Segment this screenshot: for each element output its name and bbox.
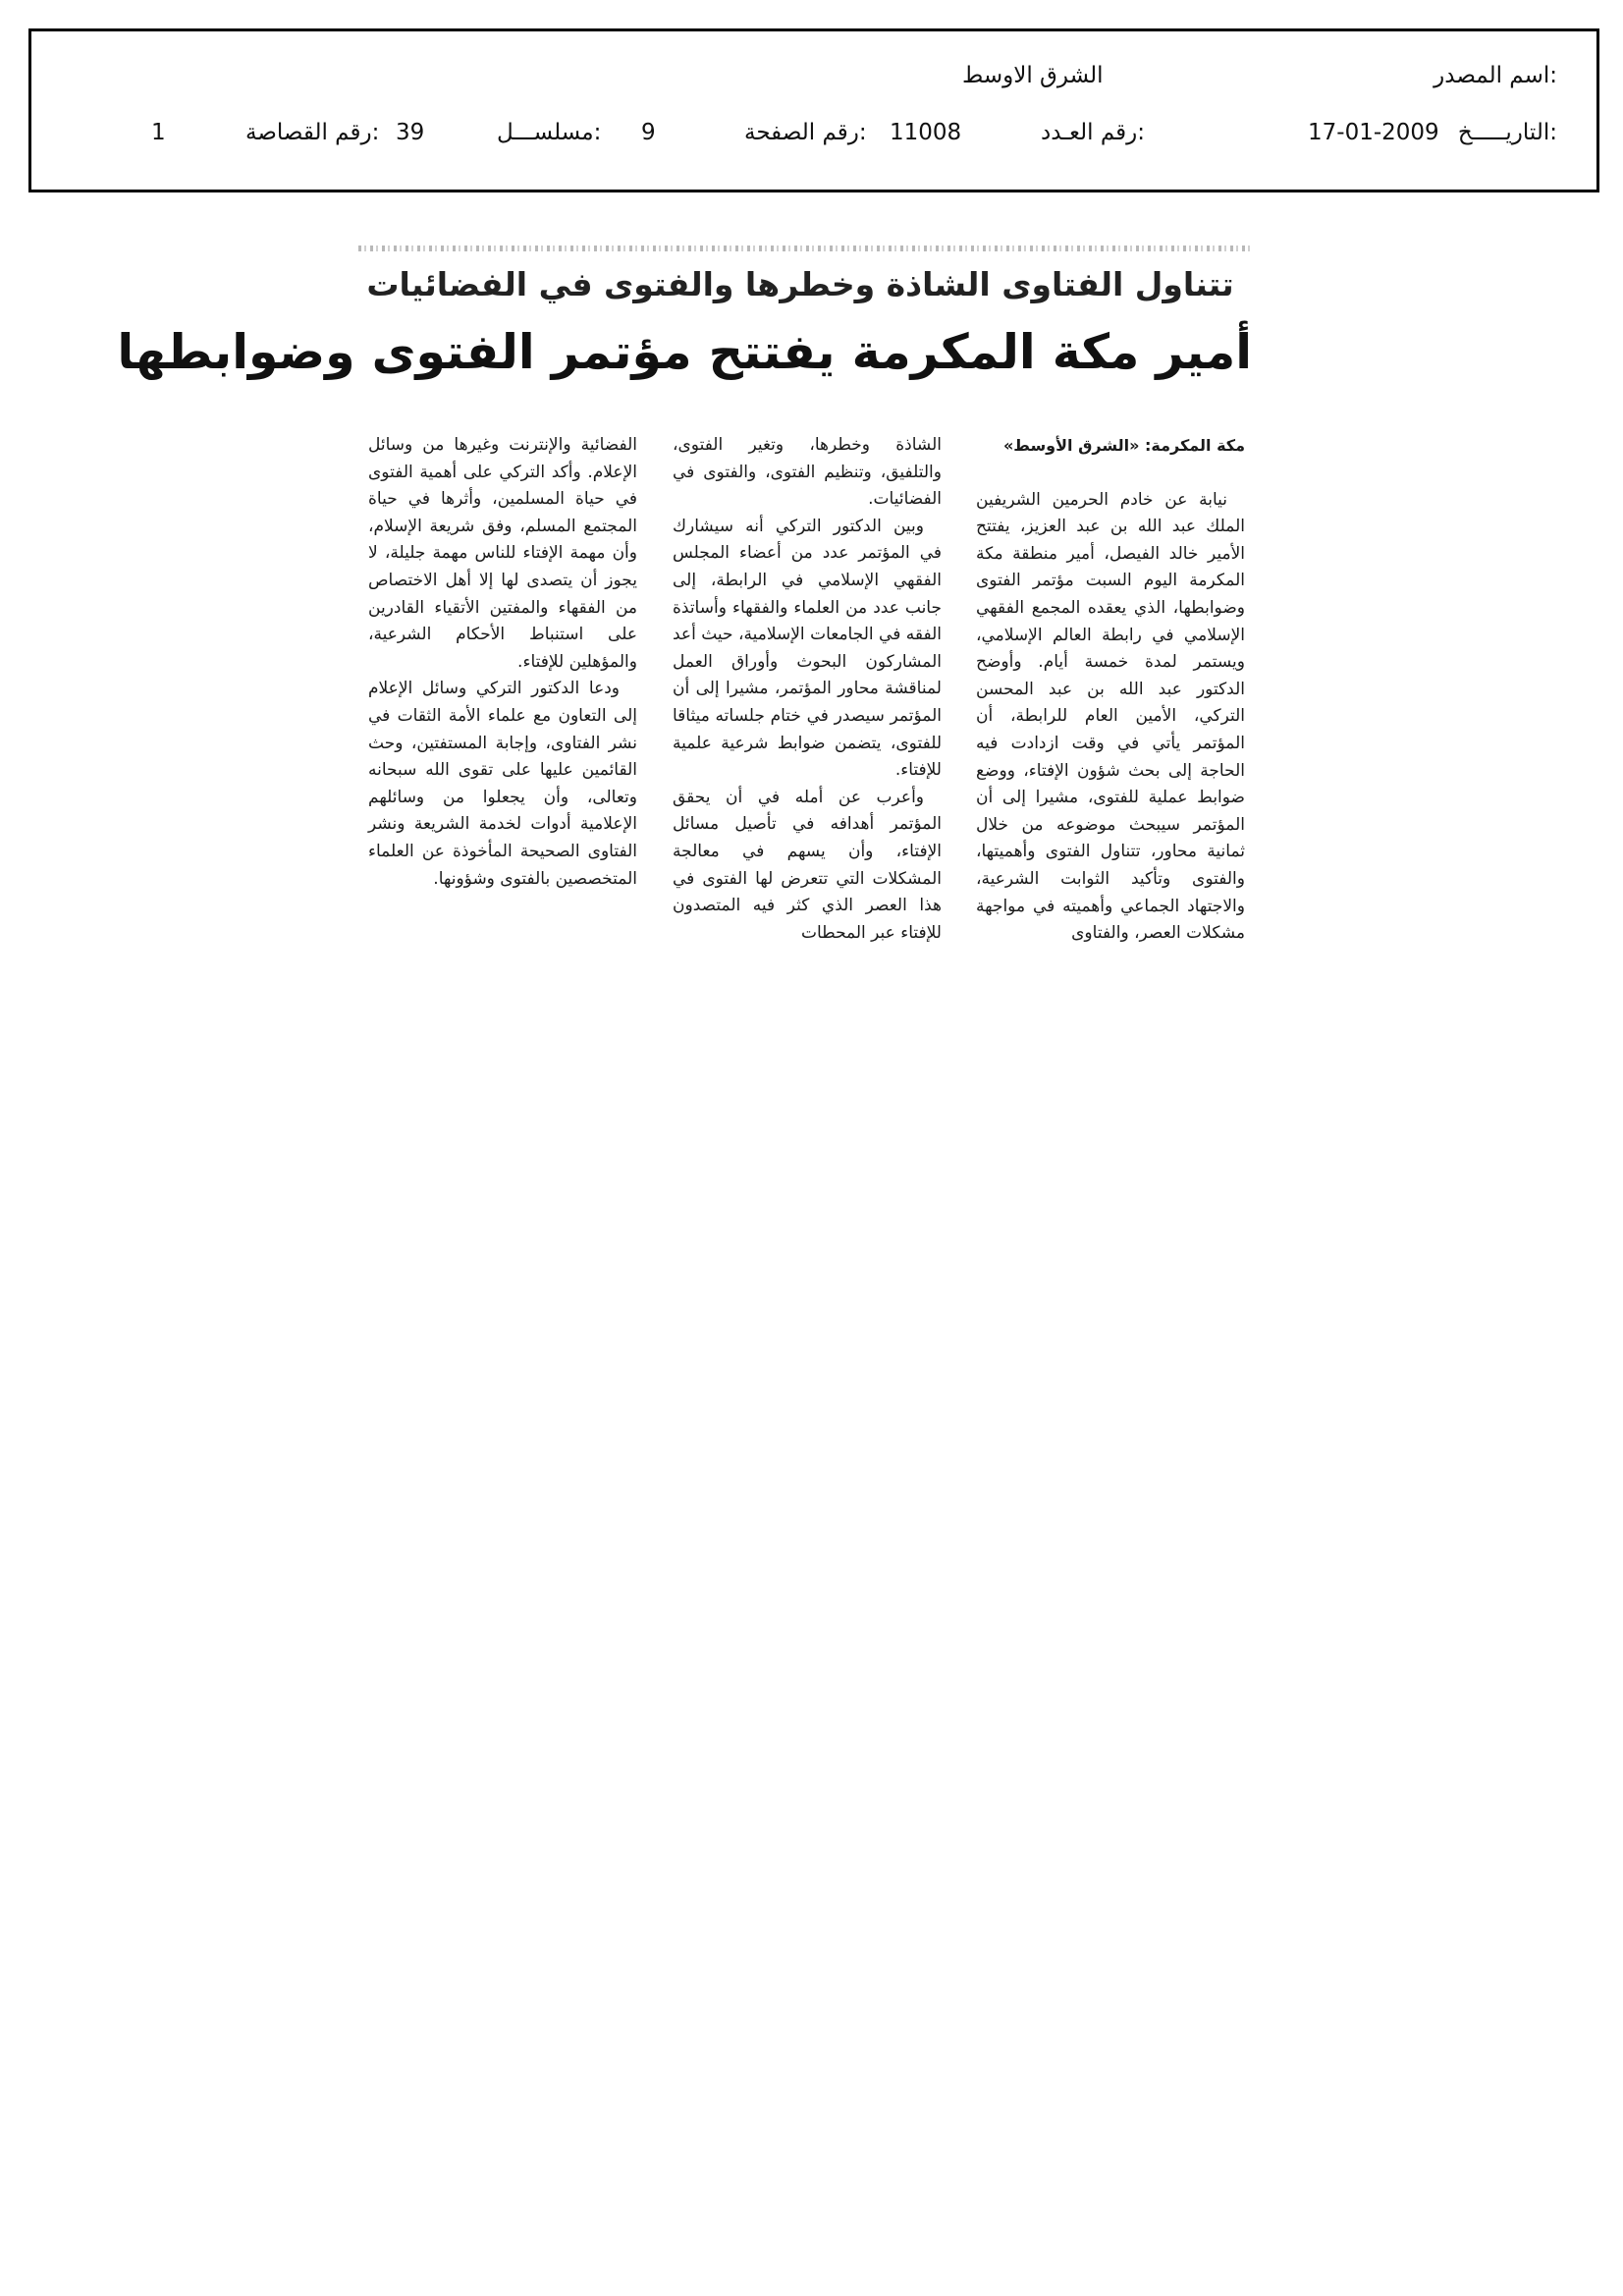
- article-paragraph: الشاذة وخطرها، وتغير الفتوى، والتلفيق، وتنظيم الفتوى، والفتوى في الفضائيات.: [673, 435, 942, 510]
- article-kicker: تتناول الفتاوى الشاذة وخطرها والفتوى في الفضائيات: [366, 265, 1234, 303]
- article-paragraph: نيابة عن خادم الحرمين الشريفين الملك عبد الله بن عبد العزيز، يفتتح الأمير خالد الفيصل، أمير منطقة مكة المكرمة اليوم السبت مؤتمر الفتوى وضوابطها، الذي يعقده المجمع الفقهي الإسلامي في رابطة العالم الإسلامي، ويستمر لمدة خمسة أيام. وأوضح الدكتور عبد الله بن عبد المحسن التركي، الأمين العام للرابطة، أن المؤتمر يأتي في وقت ازدادت فيه الحاجة إلى بحث شؤون الإفتاء، ووضع ضوابط عملية للفتوى، مشيرا إلى أن المؤتمر سيبحث موضوعه من خلال ثمانية محاور، تتناول الفتوى وأهميتها، والفتوى وتأكيد الثوابت الشرعية، والاجتهاد الجماعي وأهميته في مواجهة مشكلات العصر، والفتاوى: [976, 489, 1245, 944]
- clip-edge: [358, 246, 1252, 251]
- date-label: التاريـــــخ:: [1457, 120, 1557, 145]
- issue-label: رقم العـدد:: [1041, 120, 1146, 145]
- article-paragraph: الفضائية والإنترنت وغيرها من وسائل الإعلام. وأكد التركي على أهمية الفتوى في حياة المسلمين، وأثرها في حياة المجتمع المسلم، وفق شريعة الإسلام، وأن مهمة الإفتاء للناس مهمة جليلة، لا يجوز أن يتصدى لها إلا أهل الاختصاص من الفقهاء والمفتين الأتقياء القادرين على استنباط الأحكام الشرعية، والمؤهلين للإفتاء.: [368, 435, 637, 672]
- issue-value: 11008: [890, 120, 962, 145]
- article-byline: مكة المكرمة: «الشرق الأوسط»: [1002, 436, 1245, 455]
- article-paragraph: وبين الدكتور التركي أنه سيشارك في المؤتمر عدد من أعضاء المجلس الفقهي الإسلامي في الرابطة، إلى جانب عدد من العلماء والفقهاء وأساتذة الفقه في الجامعات الإسلامية، حيث أعد المشاركون البحوث وأوراق العمل لمناقشة محاور المؤتمر، مشيرا إلى أن المؤتمر سيصدر في ختام جلساته ميثاقا للفتوى، يتضمن ضوابط شرعية علمية للإفتاء.: [673, 516, 942, 781]
- clip-number-label: رقم القصاصة:: [245, 120, 380, 145]
- page-value: 9: [641, 120, 656, 145]
- clip-number-value: 1: [151, 120, 166, 145]
- article-column-3: [368, 432, 637, 893]
- serial-label: مسلســـل:: [497, 120, 602, 145]
- article-paragraph: ودعا الدكتور التركي وسائل الإعلام إلى التعاون مع علماء الأمة الثقات في نشر الفتاوى، وإجابة المستفتين، وحث القائمين عليها على تقوى الله سبحانه وتعالى، وأن يجعلوا من وسائلهم الإعلامية أدوات لخدمة الشريعة ونشر الفتاوى الصحيحة المأخوذة عن العلماء المتخصصين بالفتوى وشؤونها.: [368, 679, 637, 889]
- source-value: الشرق الاوسط: [962, 63, 1104, 88]
- article-headline: أمير مكة المكرمة يفتتح مؤتمر الفتوى وضوابطها: [117, 324, 1252, 380]
- serial-value: 39: [396, 120, 425, 145]
- clipping-metadata-box: [28, 28, 1599, 192]
- article-column-1: [976, 432, 1245, 948]
- newspaper-clipping: [117, 246, 1252, 1066]
- article-column-2: [673, 432, 942, 947]
- source-label: اسم المصدر:: [1434, 63, 1557, 88]
- article-paragraph: وأعرب عن أمله في أن يحقق المؤتمر أهدافه في تأصيل مسائل الإفتاء، وأن يسهم في معالجة المشكلات التي تتعرض لها الفتوى في هذا العصر الذي كثر فيه المتصدون للإفتاء عبر المحطات: [673, 787, 942, 943]
- date-value: 17-01-2009: [1308, 120, 1439, 145]
- page-label: رقم الصفحة:: [744, 120, 867, 145]
